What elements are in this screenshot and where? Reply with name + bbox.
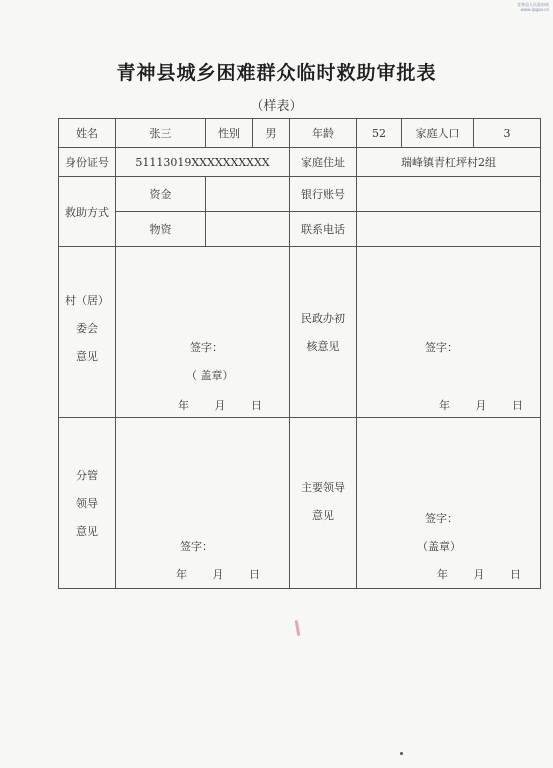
id-label: 身份证号 [59, 148, 116, 177]
label-line: 分管 [76, 469, 98, 482]
deputy-leader-opinion [116, 418, 290, 589]
label-line: 核意见 [306, 340, 340, 353]
signature-label: 签字： [180, 540, 213, 553]
label-line: 主要领导 [301, 481, 345, 494]
watermark-line: www.qsgov.cn [520, 7, 549, 12]
signature-label: 签字： [425, 341, 458, 354]
opinion-row-1 [59, 247, 541, 418]
chief-leader-opinion [357, 418, 541, 589]
document-subtitle: （样表） [250, 99, 303, 114]
address-value: 瑞峰镇青杠坪村2组 [357, 148, 541, 177]
materials-value [206, 212, 290, 247]
signature-label: 签字： [425, 512, 458, 525]
seal-label: （盖章） [417, 540, 461, 553]
ink-dot [400, 752, 403, 755]
label-line: 村（居） [65, 294, 109, 307]
basic-info-row [59, 119, 541, 148]
date-label: 年 月 日 [178, 399, 262, 412]
address-label: 家庭住址 [290, 148, 357, 177]
name-label: 姓名 [59, 119, 116, 148]
gender-value: 男 [253, 119, 290, 148]
age-value: 52 [357, 119, 402, 148]
label-line: 意见 [76, 350, 98, 363]
phone-label: 联系电话 [290, 212, 357, 247]
bank-account-value [357, 177, 541, 212]
household-label: 家庭人口 [402, 119, 474, 148]
village-committee-label [59, 247, 116, 418]
signature-label: 签字： [190, 341, 223, 354]
approval-form-table [58, 118, 541, 589]
document-title: 青神县城乡困难群众临时救助审批表 [116, 62, 437, 84]
funds-value [206, 177, 290, 212]
watermark-line: 青神县人民政府网 [517, 2, 549, 7]
name-value: 张三 [116, 119, 206, 148]
gender-label: 性别 [206, 119, 253, 148]
funds-label: 资金 [116, 177, 206, 212]
label-line: 民政办初 [301, 312, 345, 325]
id-value: 51113019XXXXXXXXXX [116, 148, 290, 177]
seal-label: （ 盖章） [186, 369, 234, 382]
aid-materials-row [59, 212, 541, 247]
label-line: 委会 [76, 322, 98, 335]
label-line: 意见 [76, 525, 98, 538]
date-label: 年 月 日 [176, 568, 260, 581]
ink-mark [295, 620, 301, 636]
materials-label: 物资 [116, 212, 206, 247]
label-line: 意见 [312, 509, 334, 522]
aid-method-label: 救助方式 [59, 177, 116, 247]
chief-leader-label [290, 418, 357, 589]
site-watermark [517, 2, 549, 12]
civil-affairs-opinion [357, 247, 541, 418]
bank-account-label: 银行账号 [290, 177, 357, 212]
opinion-row-2 [59, 418, 541, 589]
date-label: 年 月 日 [437, 568, 521, 581]
civil-affairs-label [290, 247, 357, 418]
date-label: 年 月 日 [439, 399, 523, 412]
household-value: 3 [474, 119, 541, 148]
village-committee-opinion [116, 247, 290, 418]
id-address-row [59, 148, 541, 177]
label-line: 领导 [76, 497, 98, 510]
aid-funds-row [59, 177, 541, 212]
phone-value [357, 212, 541, 247]
age-label: 年龄 [290, 119, 357, 148]
deputy-leader-label [59, 418, 116, 589]
